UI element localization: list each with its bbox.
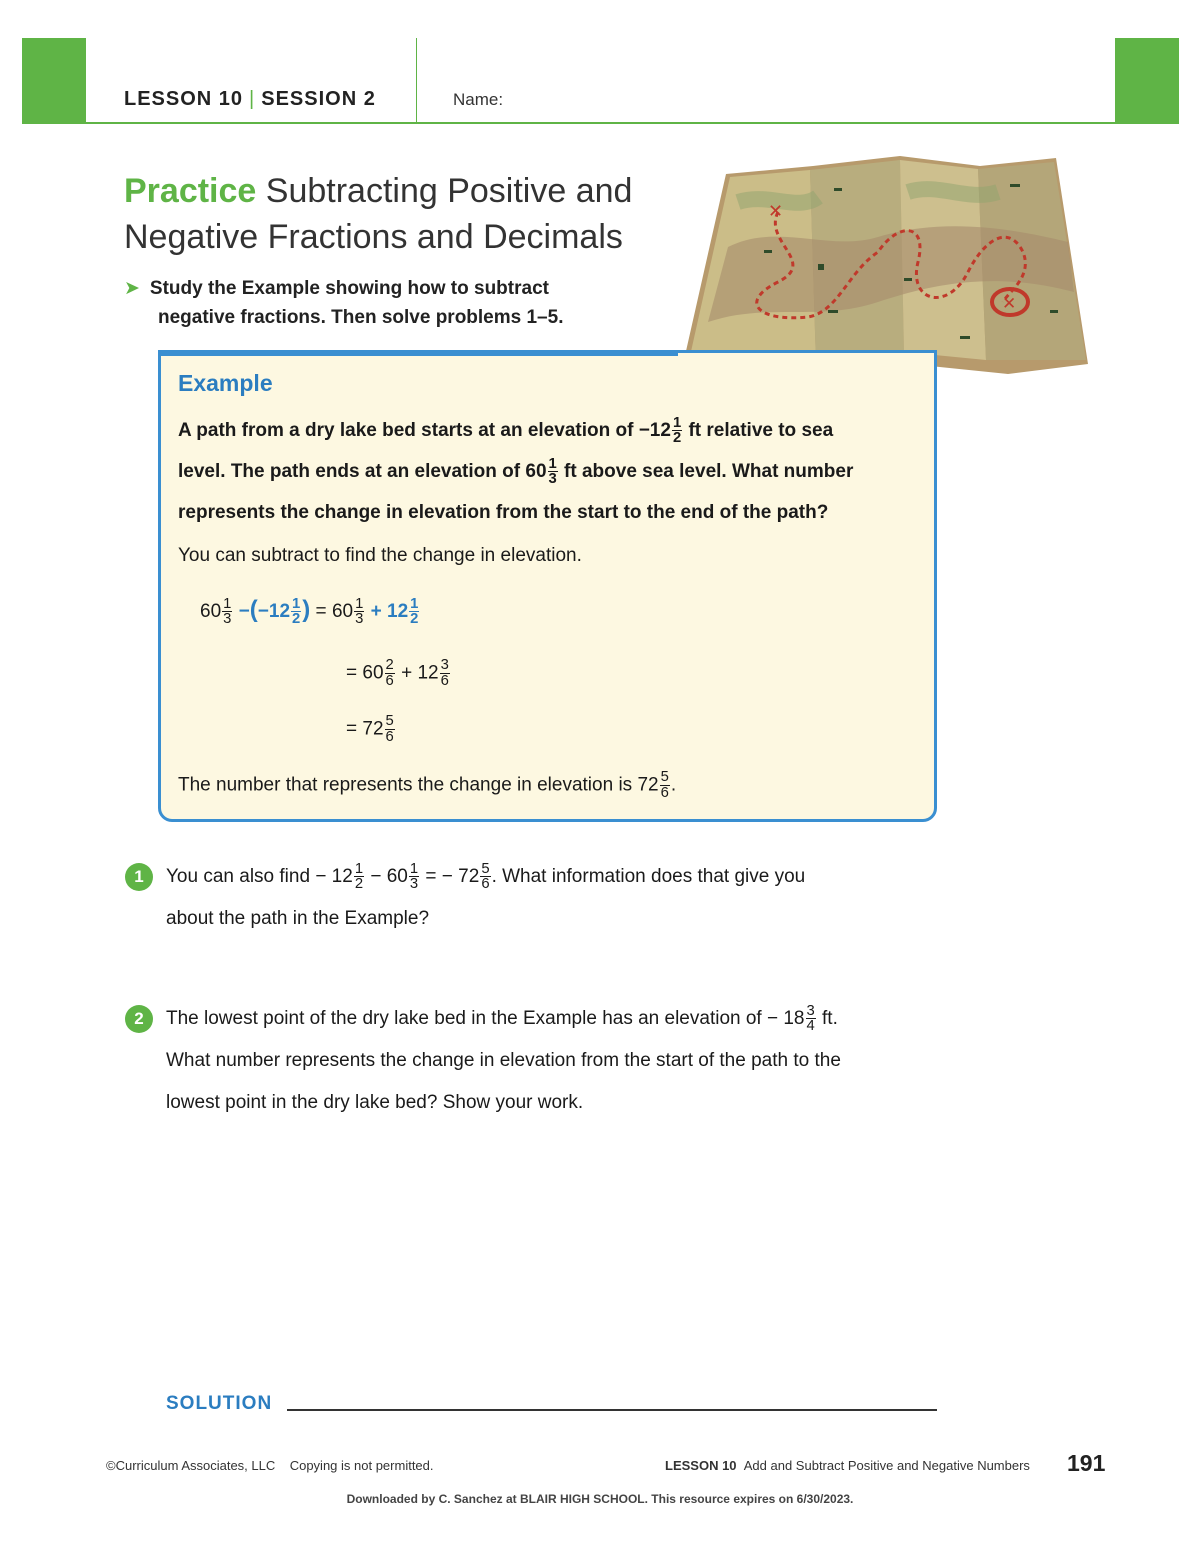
svg-text:✕: ✕	[1002, 294, 1017, 314]
equation-line-3: = 72 $\frac{5}{6}$	[346, 713, 394, 745]
example-p2b: ft above sea level. What number	[564, 461, 854, 482]
title-practice: Practice	[124, 172, 257, 210]
page-title	[124, 168, 632, 260]
example-conclusion: The number that represents the change in elevation is 72 $\frac{5}{6}$ .	[178, 769, 677, 801]
session-label: SESSION 2	[261, 88, 376, 110]
example-problem	[178, 410, 918, 533]
instruction	[124, 274, 563, 332]
footer-lesson: LESSON 10 Add and Subtract Positive and Negative Numbers	[665, 1458, 1030, 1473]
header-divider	[416, 38, 417, 122]
question-1-number: 1	[125, 863, 153, 891]
lesson-label: LESSON 10	[124, 88, 244, 110]
example-heading: Example	[178, 370, 273, 396]
page-number: 191	[1067, 1450, 1106, 1476]
mixed-number: 60 $\frac{1}{3}$	[525, 455, 557, 488]
question-2-text: The lowest point of the dry lake bed in the Example has an elevation of − 18 $\frac{3}{4}$ ft. What number represents the change in elevation from the start of the path to the lowest point in the dry lake bed? Show your work.	[166, 1002, 841, 1113]
equation-line-2: = 60 $\frac{2}{6}$ + 12 $\frac{3}{6}$	[346, 657, 449, 689]
question-2-number: 2	[125, 1005, 153, 1033]
example-p3: represents the change in elevation from the start to the end of the path?	[178, 502, 829, 523]
title-line2: Negative Fractions and Decimals	[124, 218, 623, 256]
svg-text:✕: ✕	[768, 201, 784, 222]
example-top-rule	[158, 350, 678, 356]
header-rule	[86, 122, 1115, 124]
mixed-number: −12 $\frac{1}{2}$	[638, 414, 682, 447]
header-green-block-right	[1115, 38, 1179, 124]
header-green-block-left	[22, 38, 86, 124]
example-p2a: level. The path ends at an elevation of	[178, 461, 521, 482]
instruction-line1: Study the Example showing how to subtract	[149, 278, 549, 299]
arrow-icon: ➤	[124, 278, 140, 299]
equation-line-1: 60 $\frac{1}{3}$ −(−12 $\frac{1}{2}$ ) = 60 $\frac{1}{3}$ + 12 $\frac{1}{2}$	[200, 595, 419, 628]
download-notice: Downloaded by C. Sanchez at BLAIR HIGH SCHOOL. This resource expires on 6/30/2023.	[346, 1492, 854, 1506]
footer-copyright: ©Curriculum Associates, LLC Copying is not permitted.	[106, 1458, 434, 1473]
solution-answer-line[interactable]	[287, 1409, 937, 1411]
example-subtract-text: You can subtract to find the change in elevation.	[178, 545, 582, 566]
example-p1b: ft relative to sea	[688, 420, 834, 441]
question-1-text: You can also find − 12 $\frac{1}{2}$ − 60 $\frac{1}{3}$ = − 72 $\frac{5}{6}$ . What information does that give you about the path in the Example?	[166, 860, 806, 929]
name-label: Name:	[453, 90, 504, 109]
lesson-session-label: LESSON 10 | SESSION 2	[124, 88, 376, 110]
example-p1a: A path from a dry lake bed starts at an elevation of	[178, 420, 634, 441]
instruction-line2: negative fractions. Then solve problems 1–5.	[158, 307, 564, 328]
title-line1: Subtracting Positive and	[265, 172, 633, 210]
solution-label: SOLUTION	[166, 1393, 273, 1414]
